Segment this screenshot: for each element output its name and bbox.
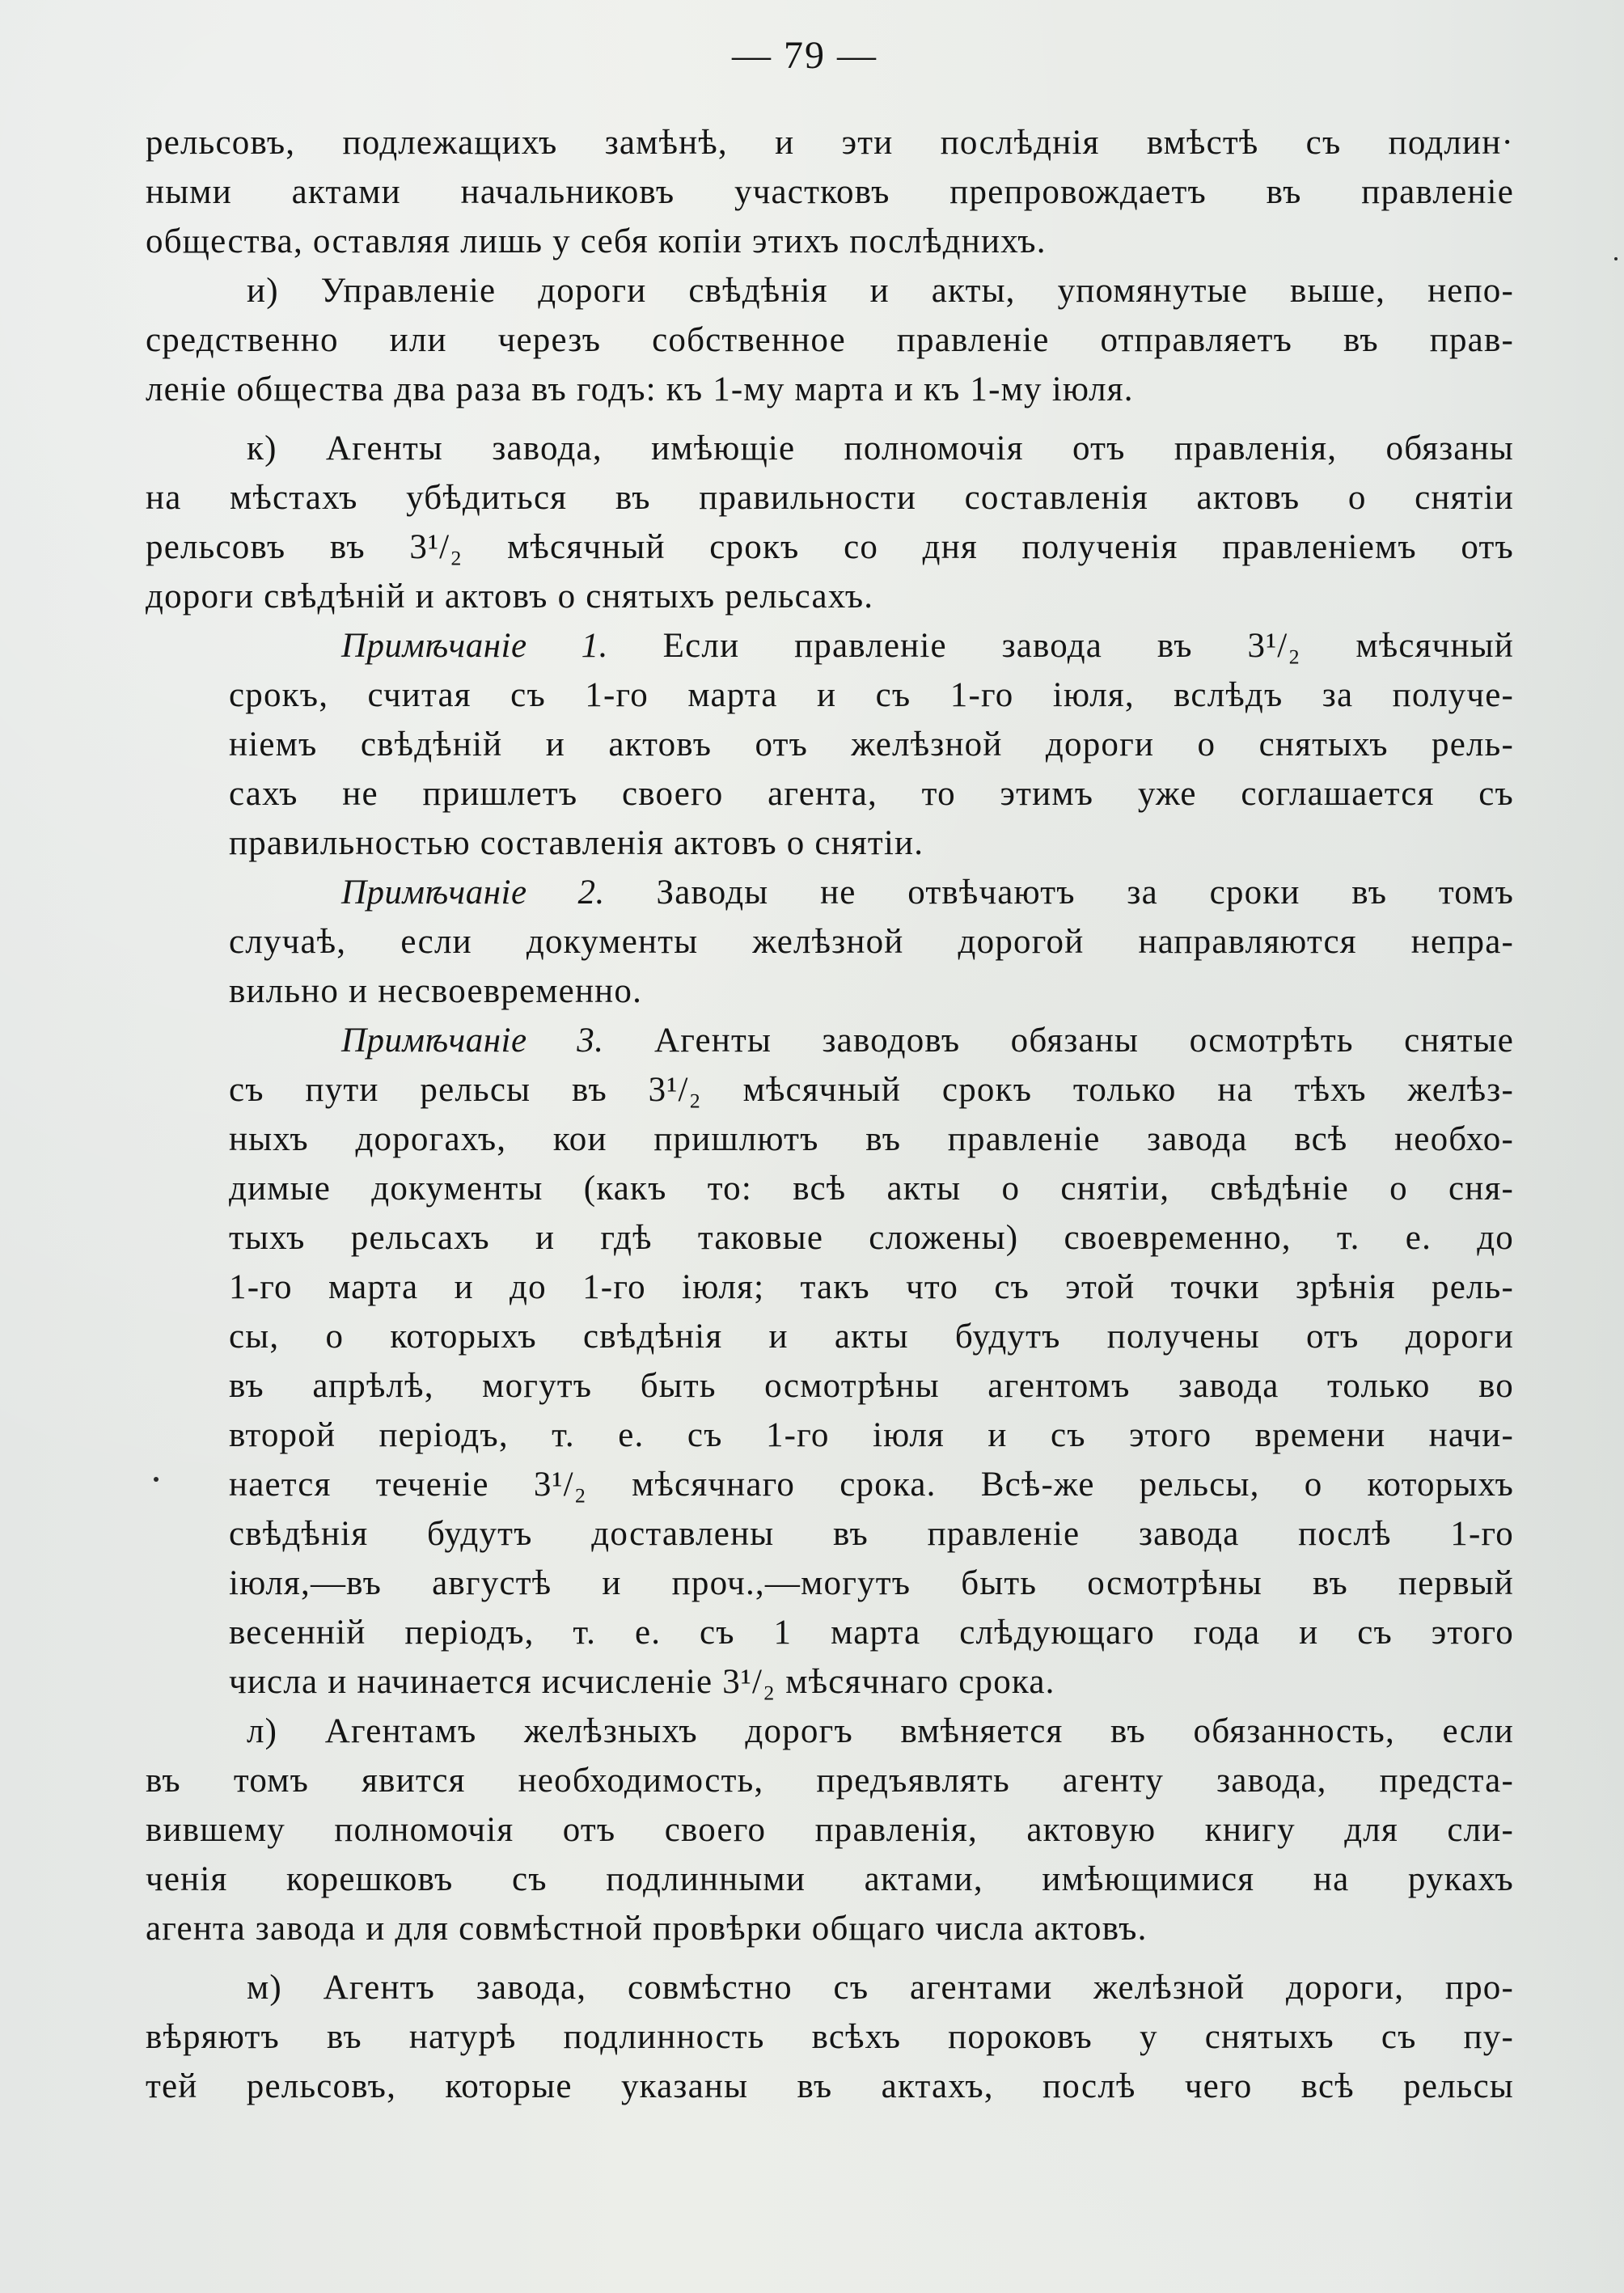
- text-line: въ апрѣлѣ, могутъ быть осмотрѣны агентомъ завода только во: [229, 1367, 1514, 1405]
- text-line: тей рельсовъ, которые указаны въ актахъ, послѣ чего всѣ рельсы: [146, 2067, 1514, 2105]
- paragraph-i-line: и) Управленіе дороги свѣдѣнія и акты, упомянутые выше, непо-: [247, 272, 1514, 310]
- note-1-text: Если правленіе завода въ 3¹/₂ мѣсячный: [607, 627, 1514, 665]
- note-3-line: [146, 1016, 1514, 1065]
- text-line: ными актами начальниковъ участковъ препровождаетъ въ правленіе: [146, 173, 1514, 211]
- text-line: сы, о которыхъ свѣдѣнія и акты будутъ получены отъ дороги: [229, 1318, 1514, 1356]
- text-line: 1-го марта и до 1-го іюля; такъ что съ этой точки зрѣнія рель-: [229, 1268, 1514, 1306]
- text-line: въ томъ явится необходимость, предъявлять агенту завода, предста-: [146, 1762, 1514, 1800]
- text-line: сахъ не пришлетъ своего агента, то этимъ уже соглашается съ: [229, 775, 1514, 813]
- text-line: іюля,—въ августѣ и проч.,—могутъ быть осмотрѣны въ первый: [229, 1564, 1514, 1602]
- note-3-text: Агенты заводовъ обязаны осмотрѣть снятые: [603, 1022, 1514, 1060]
- text-line: ныхъ дорогахъ, кои пришлютъ въ правленіе завода всѣ необхо-: [229, 1120, 1514, 1158]
- text-line: вившему полномочія отъ своего правленія, актовую книгу для сли-: [146, 1811, 1514, 1849]
- text-line: рельсовъ, подлежащихъ замѣнѣ, и эти послѣднія вмѣстѣ съ подлин·: [146, 124, 1514, 162]
- print-speck: [1614, 257, 1618, 260]
- page-number: — 79 —: [732, 34, 878, 77]
- text-line: случаѣ, если документы желѣзной дорогой направляются непра-: [229, 923, 1514, 961]
- text-line: ніемъ свѣдѣній и актовъ отъ желѣзной дороги о снятыхъ рель-: [229, 726, 1514, 764]
- text-line: вѣряютъ въ натурѣ подлинность всѣхъ пороковъ у снятыхъ съ пу-: [146, 2018, 1514, 2056]
- text-line: агента завода и для совмѣстной провѣрки общаго числа актовъ.: [146, 1910, 1148, 1948]
- paragraph-k-line: к) Агенты завода, имѣющіе полномочія отъ правленія, обязаны: [247, 429, 1514, 467]
- text-line: вильно и несвоевременно.: [229, 972, 643, 1010]
- note-2-label: Примѣчаніе 2.: [341, 874, 605, 912]
- text-line: леніе общества два раза въ годъ: къ 1-му марта и къ 1-му іюля.: [146, 370, 1134, 408]
- note-1-label: Примѣчаніе 1.: [341, 627, 608, 665]
- text-line: срокъ, считая съ 1-го марта и съ 1-го іюля, вслѣдъ за получе-: [229, 676, 1514, 714]
- text-line: на мѣстахъ убѣдиться въ правильности составленія актовъ о снятіи: [146, 479, 1514, 517]
- note-1-line: [146, 621, 1514, 671]
- text-line: ченія корешковъ съ подлинными актами, имѣющимися на рукахъ: [146, 1860, 1514, 1898]
- text-line: общества, оставляя лишь у себя копіи этихъ послѣднихъ.: [146, 222, 1047, 260]
- text-line: второй періодъ, т. е. съ 1-го іюля и съ этого времени начи-: [229, 1416, 1514, 1454]
- text-line: тыхъ рельсахъ и гдѣ таковые сложены) своевременно, т. е. до: [229, 1219, 1514, 1257]
- note-3-label: Примѣчаніе 3.: [341, 1022, 604, 1060]
- note-2-text: Заводы не отвѣчаютъ за сроки въ томъ: [604, 874, 1514, 912]
- text-line: дороги свѣдѣній и актовъ о снятыхъ рельсахъ.: [146, 577, 874, 616]
- text-line: правильностью составленія актовъ о снятіи.: [229, 824, 924, 862]
- print-speck: [154, 1477, 159, 1482]
- text-line: димые документы (какъ то: всѣ акты о снятіи, свѣдѣніе о сня-: [229, 1170, 1514, 1208]
- note-2-line: [146, 868, 1514, 917]
- paragraph-l-line: л) Агентамъ желѣзныхъ дорогъ вмѣняется въ обязанность, если: [247, 1712, 1514, 1750]
- text-line: свѣдѣнія будутъ доставлены въ правленіе завода послѣ 1-го: [229, 1515, 1514, 1553]
- text-line: рельсовъ въ 3¹/₂ мѣсячный срокъ со дня полученія правленіемъ отъ: [146, 528, 1514, 566]
- paragraph-m-line: м) Агентъ завода, совмѣстно съ агентами желѣзной дороги, про-: [247, 1969, 1514, 2007]
- text-line: средственно или черезъ собственное правленіе отправляетъ въ прав-: [146, 321, 1514, 359]
- text-line: числа и начинается исчисленіе 3¹/₂ мѣсячнаго срока.: [229, 1663, 1055, 1701]
- text-line: весенній періодъ, т. е. съ 1 марта слѣдующаго года и съ этого: [229, 1614, 1514, 1652]
- body-text: [146, 118, 1514, 2111]
- text-line: съ пути рельсы въ 3¹/₂ мѣсячный срокъ только на тѣхъ желѣз-: [229, 1071, 1514, 1109]
- text-line: нается теченіе 3¹/₂ мѣсячнаго срока. Всѣ-же рельсы, о которыхъ: [229, 1466, 1514, 1504]
